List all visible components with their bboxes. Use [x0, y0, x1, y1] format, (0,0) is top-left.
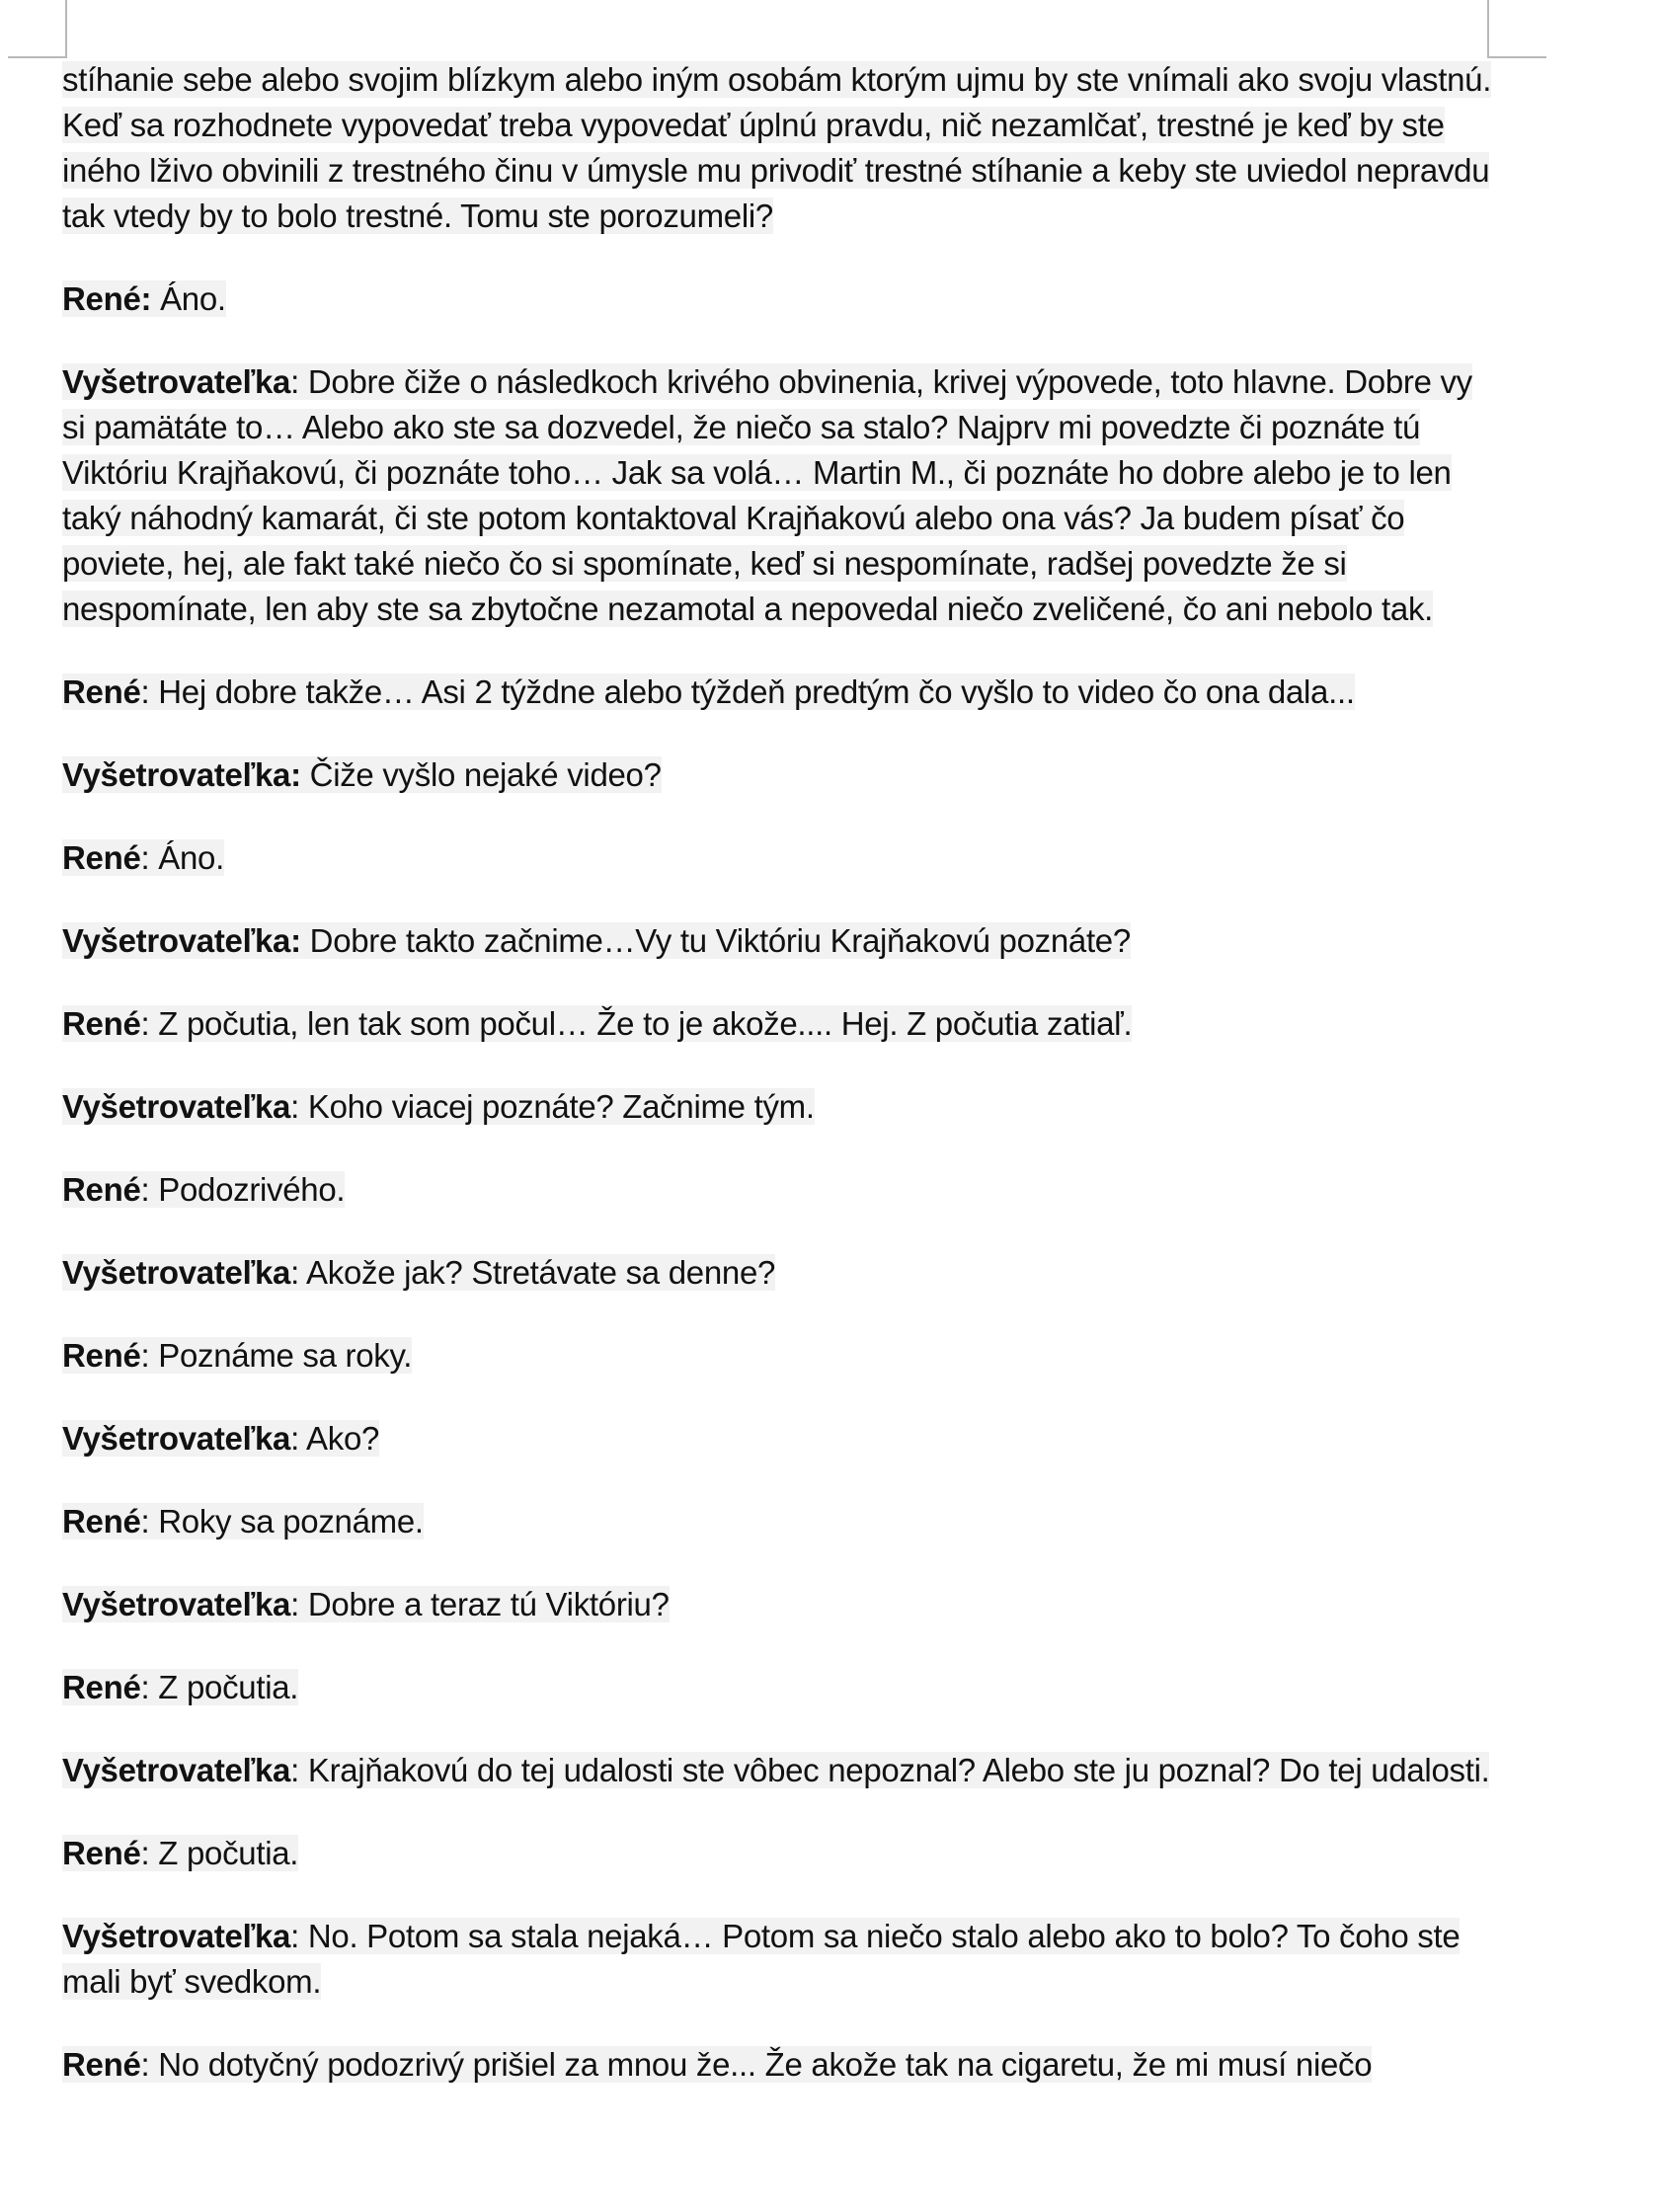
- speaker-label: René: [62, 2046, 141, 2083]
- speaker-separator: :: [290, 1752, 308, 1788]
- speaker-label: Vyšetrovateľka: [62, 1586, 291, 1622]
- paragraph-highlight: [62, 1918, 1460, 2000]
- paragraph-highlight: [62, 1337, 412, 1374]
- speaker-label: René: [62, 1337, 141, 1374]
- transcript-paragraph: [62, 835, 1494, 881]
- speaker-separator: :: [140, 1005, 159, 1042]
- transcript-paragraph: [62, 1665, 1494, 1710]
- paragraph-highlight: [62, 1503, 424, 1540]
- speaker-label: René: [62, 839, 141, 876]
- speaker-separator: :: [290, 1254, 307, 1291]
- speaker-separator: :: [140, 1503, 159, 1540]
- paragraph-highlight: [62, 363, 1472, 627]
- transcript-paragraph: [62, 1582, 1494, 1627]
- utterance-text: Z počutia, len tak som počul… Že to je akože.... Hej. Z počutia zatiaľ.: [158, 1005, 1133, 1042]
- utterance-text: Ako?: [306, 1420, 380, 1457]
- transcript-body: [62, 57, 1494, 2125]
- paragraph-highlight: [62, 1171, 345, 1208]
- paragraph-highlight: [62, 839, 224, 876]
- utterance-text: Áno.: [158, 839, 224, 876]
- transcript-paragraph: [62, 276, 1494, 322]
- transcript-paragraph: [62, 1748, 1494, 1793]
- paragraph-highlight: [62, 1752, 1489, 1788]
- speaker-label: René: [62, 673, 141, 710]
- utterance-text: Akože jak? Stretávate sa denne?: [306, 1254, 776, 1291]
- speaker-label: Vyšetrovateľka: [62, 1088, 291, 1125]
- transcript-paragraph: [62, 1416, 1494, 1462]
- utterance-text: No dotyčný podozrivý prišiel za mnou že... Že akože tak na cigaretu, že mi musí niečo: [158, 2046, 1373, 2083]
- transcript-paragraph: [62, 2042, 1494, 2088]
- utterance-text: stíhanie sebe alebo svojim blízkym alebo iným osobám ktorým ujmu by ste vnímali ako svoju vlastnú. Keď sa rozhodnete vypovedať treba vypovedať úplnú pravdu, nič nezamlčať, trestné je keď by ste iného lživo obvinili z trestného činu v úmysle mu privodiť trestné stíhanie a keby ste uviedol nepravdu tak vtedy by to bolo trestné. Tomu ste porozumeli?: [62, 61, 1492, 234]
- speaker-label: René: [62, 1669, 141, 1705]
- transcript-paragraph: [62, 752, 1494, 798]
- paragraph-highlight: [62, 756, 662, 793]
- utterance-text: Z počutia.: [158, 1835, 299, 1871]
- utterance-text: Áno.: [160, 280, 226, 317]
- speaker-label: René: [62, 1005, 141, 1042]
- crop-mark-top-right: [1487, 0, 1546, 58]
- speaker-label: Vyšetrovateľka: [62, 1420, 291, 1457]
- paragraph-highlight: [62, 1669, 298, 1705]
- utterance-text: Poznáme sa roky.: [158, 1337, 413, 1374]
- speaker-separator: :: [140, 1835, 159, 1871]
- utterance-text: Krajňakovú do tej udalosti ste vôbec nepoznal? Alebo ste ju poznal? Do tej udalosti.: [307, 1752, 1490, 1788]
- paragraph-highlight: [62, 1254, 775, 1291]
- speaker-separator: [151, 280, 160, 317]
- utterance-text: Dobre čiže o následkoch krivého obvinenia, krivej výpovede, toto hlavne. Dobre vy si pamätáte to… Alebo ako ste sa dozvedel, že niečo sa stalo? Najprv mi povedzte či poznáte tú Viktóriu Krajňakovú, či poznáte toho… Jak sa volá… Martin M., či poznáte ho dobre alebo je to len taký náhodný kamarát, či ste potom kontaktoval Krajňakovú alebo ona vás? Ja budem písať čo poviete, hej, ale fakt také niečo čo si spomínate, keď si nespomínate, radšej povedzte že si nespomínate, len aby ste sa zbytočne nezamotal a nepovedal niečo zveličené, čo ani nebolo tak.: [62, 363, 1472, 627]
- paragraph-highlight: [62, 1835, 298, 1871]
- transcript-paragraph: [62, 1831, 1494, 1876]
- utterance-text: Podozrivého.: [158, 1171, 346, 1208]
- speaker-separator: :: [290, 1586, 308, 1622]
- utterance-text: Dobre a teraz tú Viktóriu?: [307, 1586, 670, 1622]
- speaker-label: Vyšetrovateľka:: [62, 756, 301, 793]
- utterance-text: Koho viacej poznáte? Začnime tým.: [307, 1088, 815, 1125]
- crop-mark-top-left: [8, 0, 67, 58]
- transcript-paragraph: [62, 670, 1494, 715]
- speaker-separator: [301, 922, 310, 959]
- transcript-paragraph: [62, 1499, 1494, 1544]
- paragraph-highlight: [62, 1586, 670, 1622]
- paragraph-highlight: [62, 1005, 1132, 1042]
- transcript-paragraph: [62, 1914, 1494, 2005]
- paragraph-highlight: [62, 280, 226, 317]
- speaker-separator: :: [140, 1669, 159, 1705]
- utterance-text: No. Potom sa stala nejaká… Potom sa niečo stalo alebo ako to bolo? To čoho ste mali byť svedkom.: [62, 1918, 1461, 2000]
- speaker-label: Vyšetrovateľka: [62, 1254, 291, 1291]
- utterance-text: Z počutia.: [158, 1669, 299, 1705]
- transcript-paragraph: [62, 1001, 1494, 1047]
- utterance-text: Dobre takto začnime…Vy tu Viktóriu Krajňakovú poznáte?: [309, 922, 1131, 959]
- paragraph-highlight: [62, 2046, 1372, 2083]
- paragraph-highlight: [62, 922, 1131, 959]
- speaker-separator: :: [140, 839, 159, 876]
- paragraph-highlight: [62, 1088, 815, 1125]
- speaker-label: René: [62, 1835, 141, 1871]
- speaker-label: René:: [62, 280, 152, 317]
- transcript-paragraph: [62, 1084, 1494, 1130]
- transcript-paragraph: [62, 1167, 1494, 1213]
- transcript-paragraph: [62, 1333, 1494, 1379]
- speaker-label: René: [62, 1503, 141, 1540]
- transcript-paragraph: [62, 57, 1494, 239]
- speaker-separator: :: [140, 673, 159, 710]
- paragraph-highlight: [62, 1420, 379, 1457]
- speaker-separator: :: [140, 1337, 159, 1374]
- speaker-separator: :: [140, 1171, 159, 1208]
- transcript-paragraph: [62, 918, 1494, 964]
- utterance-text: Hej dobre takže… Asi 2 týždne alebo týždeň predtým čo vyšlo to video čo ona dala...: [158, 673, 1355, 710]
- speaker-label: Vyšetrovateľka: [62, 1918, 291, 1954]
- utterance-text: Roky sa poznáme.: [158, 1503, 424, 1540]
- speaker-separator: :: [290, 1420, 307, 1457]
- speaker-separator: :: [290, 363, 308, 400]
- speaker-label: Vyšetrovateľka: [62, 1752, 291, 1788]
- speaker-label: Vyšetrovateľka:: [62, 922, 301, 959]
- speaker-separator: [301, 756, 310, 793]
- speaker-separator: :: [290, 1918, 308, 1954]
- speaker-separator: :: [290, 1088, 308, 1125]
- speaker-label: René: [62, 1171, 141, 1208]
- transcript-paragraph: [62, 1250, 1494, 1296]
- transcript-paragraph: [62, 359, 1494, 632]
- paragraph-highlight: [62, 61, 1491, 234]
- speaker-label: Vyšetrovateľka: [62, 363, 291, 400]
- paragraph-highlight: [62, 673, 1355, 710]
- utterance-text: Čiže vyšlo nejaké video?: [309, 756, 662, 793]
- speaker-separator: :: [140, 2046, 159, 2083]
